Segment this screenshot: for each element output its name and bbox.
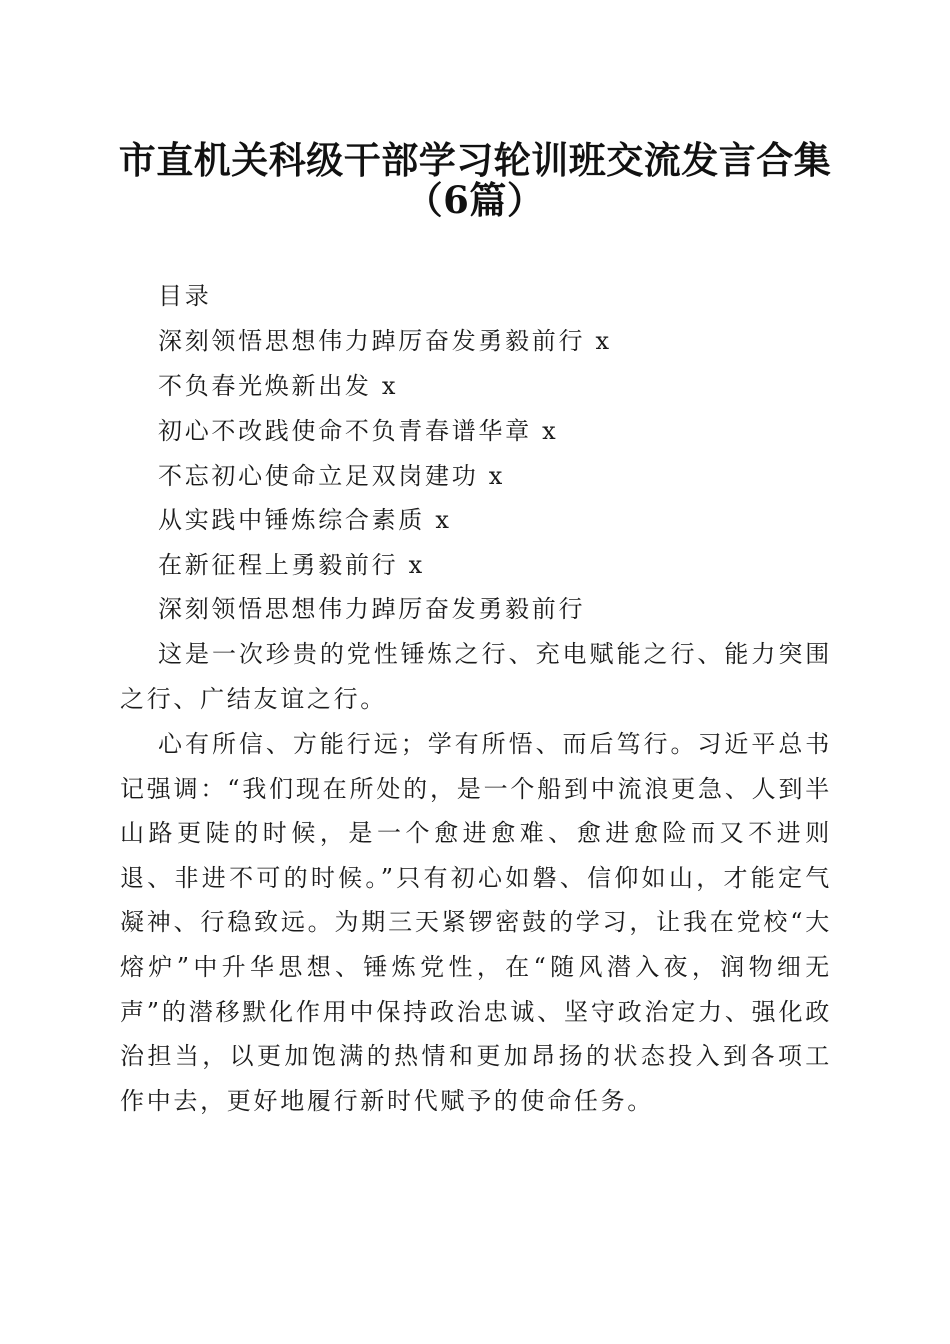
toc-item[interactable]: 不负春光焕新出发 x bbox=[158, 372, 399, 400]
toc-item[interactable]: 在新征程上勇毅前行 x bbox=[158, 551, 425, 579]
body-paragraph: 心有所信、方能行远；学有所悟、而后笃行。习近平总书记强调：“我们现在所处的，是一个船到中流浪更急、人到半山路更陡的时候，是一个愈进愈难、愈进愈险而又不进则退、非进不可的时候。”只有初心如磐、信仰如山，才能定气凝神、行稳致远。为期三天紧锣密鼓的学习，让我在党校“大熔炉”中升华思想、锤炼党性，在“随风潜入夜，润物细无声”的潜移默化作用中保持政治忠诚、坚守政治定力、强化政治担当，以更加饱满的热情和更加昂扬的状态投入到各项工作中去，更好地履行新时代赋予的使命任务。 bbox=[120, 730, 832, 1115]
toc-item[interactable]: 不忘初心使命立足双岗建功 x bbox=[158, 462, 505, 490]
toc-item[interactable]: 从实践中锤炼综合素质 x bbox=[158, 506, 452, 534]
body-paragraph: 这是一次珍贵的党性锤炼之行、充电赋能之行、能力突围之行、广结友谊之行。 bbox=[120, 640, 832, 713]
toc-heading: 目录 bbox=[158, 282, 212, 310]
section-title: 深刻领悟思想伟力踔厉奋发勇毅前行 bbox=[158, 595, 586, 623]
toc-item[interactable]: 初心不改践使命不负青春谱华章 x bbox=[158, 417, 559, 445]
document-title: 市直机关科级干部学习轮训班交流发言合集 bbox=[118, 138, 832, 182]
document-title-subtitle: （6篇） bbox=[405, 178, 545, 222]
toc-item[interactable]: 深刻领悟思想伟力踔厉奋发勇毅前行 x bbox=[158, 327, 612, 355]
